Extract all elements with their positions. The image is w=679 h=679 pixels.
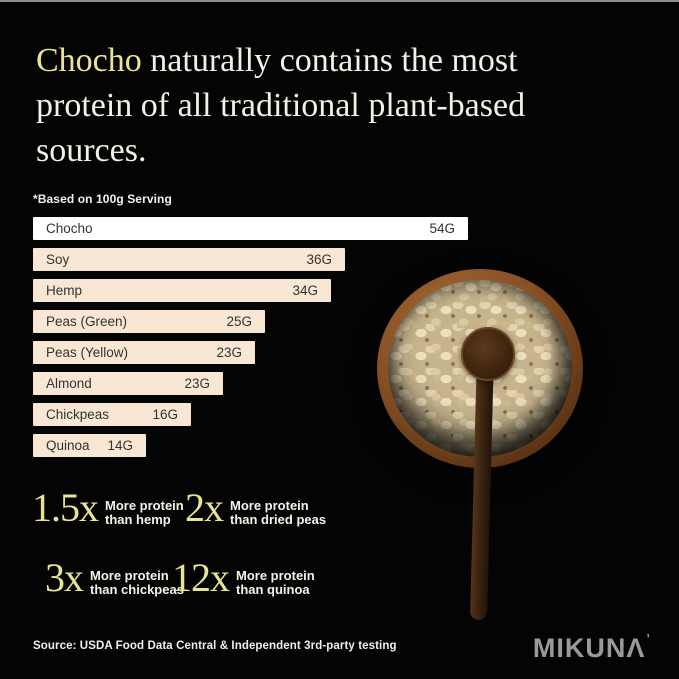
stat-description (236, 569, 315, 596)
bar-value: 16G (152, 407, 178, 422)
bar-soy (33, 248, 345, 271)
bar-row-peas-green (33, 310, 468, 333)
bar-row-hemp (33, 279, 468, 302)
mikuna-logo (533, 631, 651, 664)
headline-highlight: Chocho (36, 42, 142, 79)
protein-bar-chart (33, 217, 468, 465)
stat-description (230, 499, 326, 526)
bar-value: 23G (184, 376, 210, 391)
headline-line-3: sources. (36, 132, 147, 169)
mikuna-logo-lambda: Λ (626, 633, 646, 663)
bar-row-almond (33, 372, 468, 395)
wooden-spoon-scoop (461, 327, 515, 381)
bar-row-peas-yellow (33, 341, 468, 364)
bar-row-chocho (33, 217, 468, 240)
stat-description-line-1: More protein (230, 498, 309, 513)
bar-value: 23G (216, 345, 242, 360)
stat-multiplier: 2x (185, 485, 223, 530)
stat-multiplier: 3x (45, 555, 83, 600)
bar-peas-green (33, 310, 265, 333)
bar-row-soy (33, 248, 468, 271)
bar-value: 34G (292, 283, 318, 298)
stat-description-line-1: More protein (105, 498, 184, 513)
stat-description (105, 499, 184, 526)
bar-label: Chocho (46, 221, 93, 236)
bar-label: Soy (46, 252, 70, 267)
stat-vs-hemp (32, 485, 184, 530)
bar-value: 54G (429, 221, 455, 236)
bar-label: Hemp (46, 283, 83, 298)
mikuna-logo-text: MIKUN (532, 633, 627, 663)
stat-description-line-1: More protein (90, 568, 169, 583)
mikuna-logo-trademark-tick: ’ (646, 631, 651, 646)
headline-line-2: protein of all traditional plant-based (36, 87, 526, 124)
bar-quinoa (33, 434, 146, 457)
stat-vs-chickpeas (45, 555, 184, 600)
bar-almond (33, 372, 223, 395)
stat-multiplier: 1.5x (32, 485, 98, 530)
stat-description-line-2: than chickpeas (90, 581, 184, 597)
bar-value: 25G (226, 314, 252, 329)
stat-vs-dried-peas (185, 485, 327, 530)
stat-description-line-2: than hemp (105, 511, 171, 527)
bar-row-quinoa (33, 434, 468, 457)
headline-line-1-rest: naturally contains the most (141, 42, 518, 79)
bar-label: Chickpeas (46, 407, 110, 422)
bar-hemp (33, 279, 331, 302)
serving-note: *Based on 100g Serving (33, 192, 172, 206)
stat-description-line-2: than dried peas (230, 511, 327, 527)
bar-label: Quinoa (46, 438, 90, 453)
bar-row-chickpeas (33, 403, 468, 426)
bar-chocho (33, 217, 468, 240)
stat-description-line-2: than quinoa (236, 581, 310, 597)
bar-label: Peas (Green) (46, 314, 128, 329)
stat-description-line-1: More protein (236, 568, 315, 583)
bar-peas-yellow (33, 341, 255, 364)
stat-description (90, 569, 184, 596)
bar-chickpeas (33, 403, 191, 426)
stat-multiplier: 12x (172, 555, 229, 600)
bar-label: Almond (46, 376, 92, 391)
source-citation: Source: USDA Food Data Central & Independent 3rd-party testing (33, 640, 397, 652)
bar-label: Peas (Yellow) (46, 345, 129, 360)
bar-value: 14G (107, 438, 133, 453)
stat-vs-quinoa (172, 555, 315, 600)
bar-value: 36G (306, 252, 332, 267)
